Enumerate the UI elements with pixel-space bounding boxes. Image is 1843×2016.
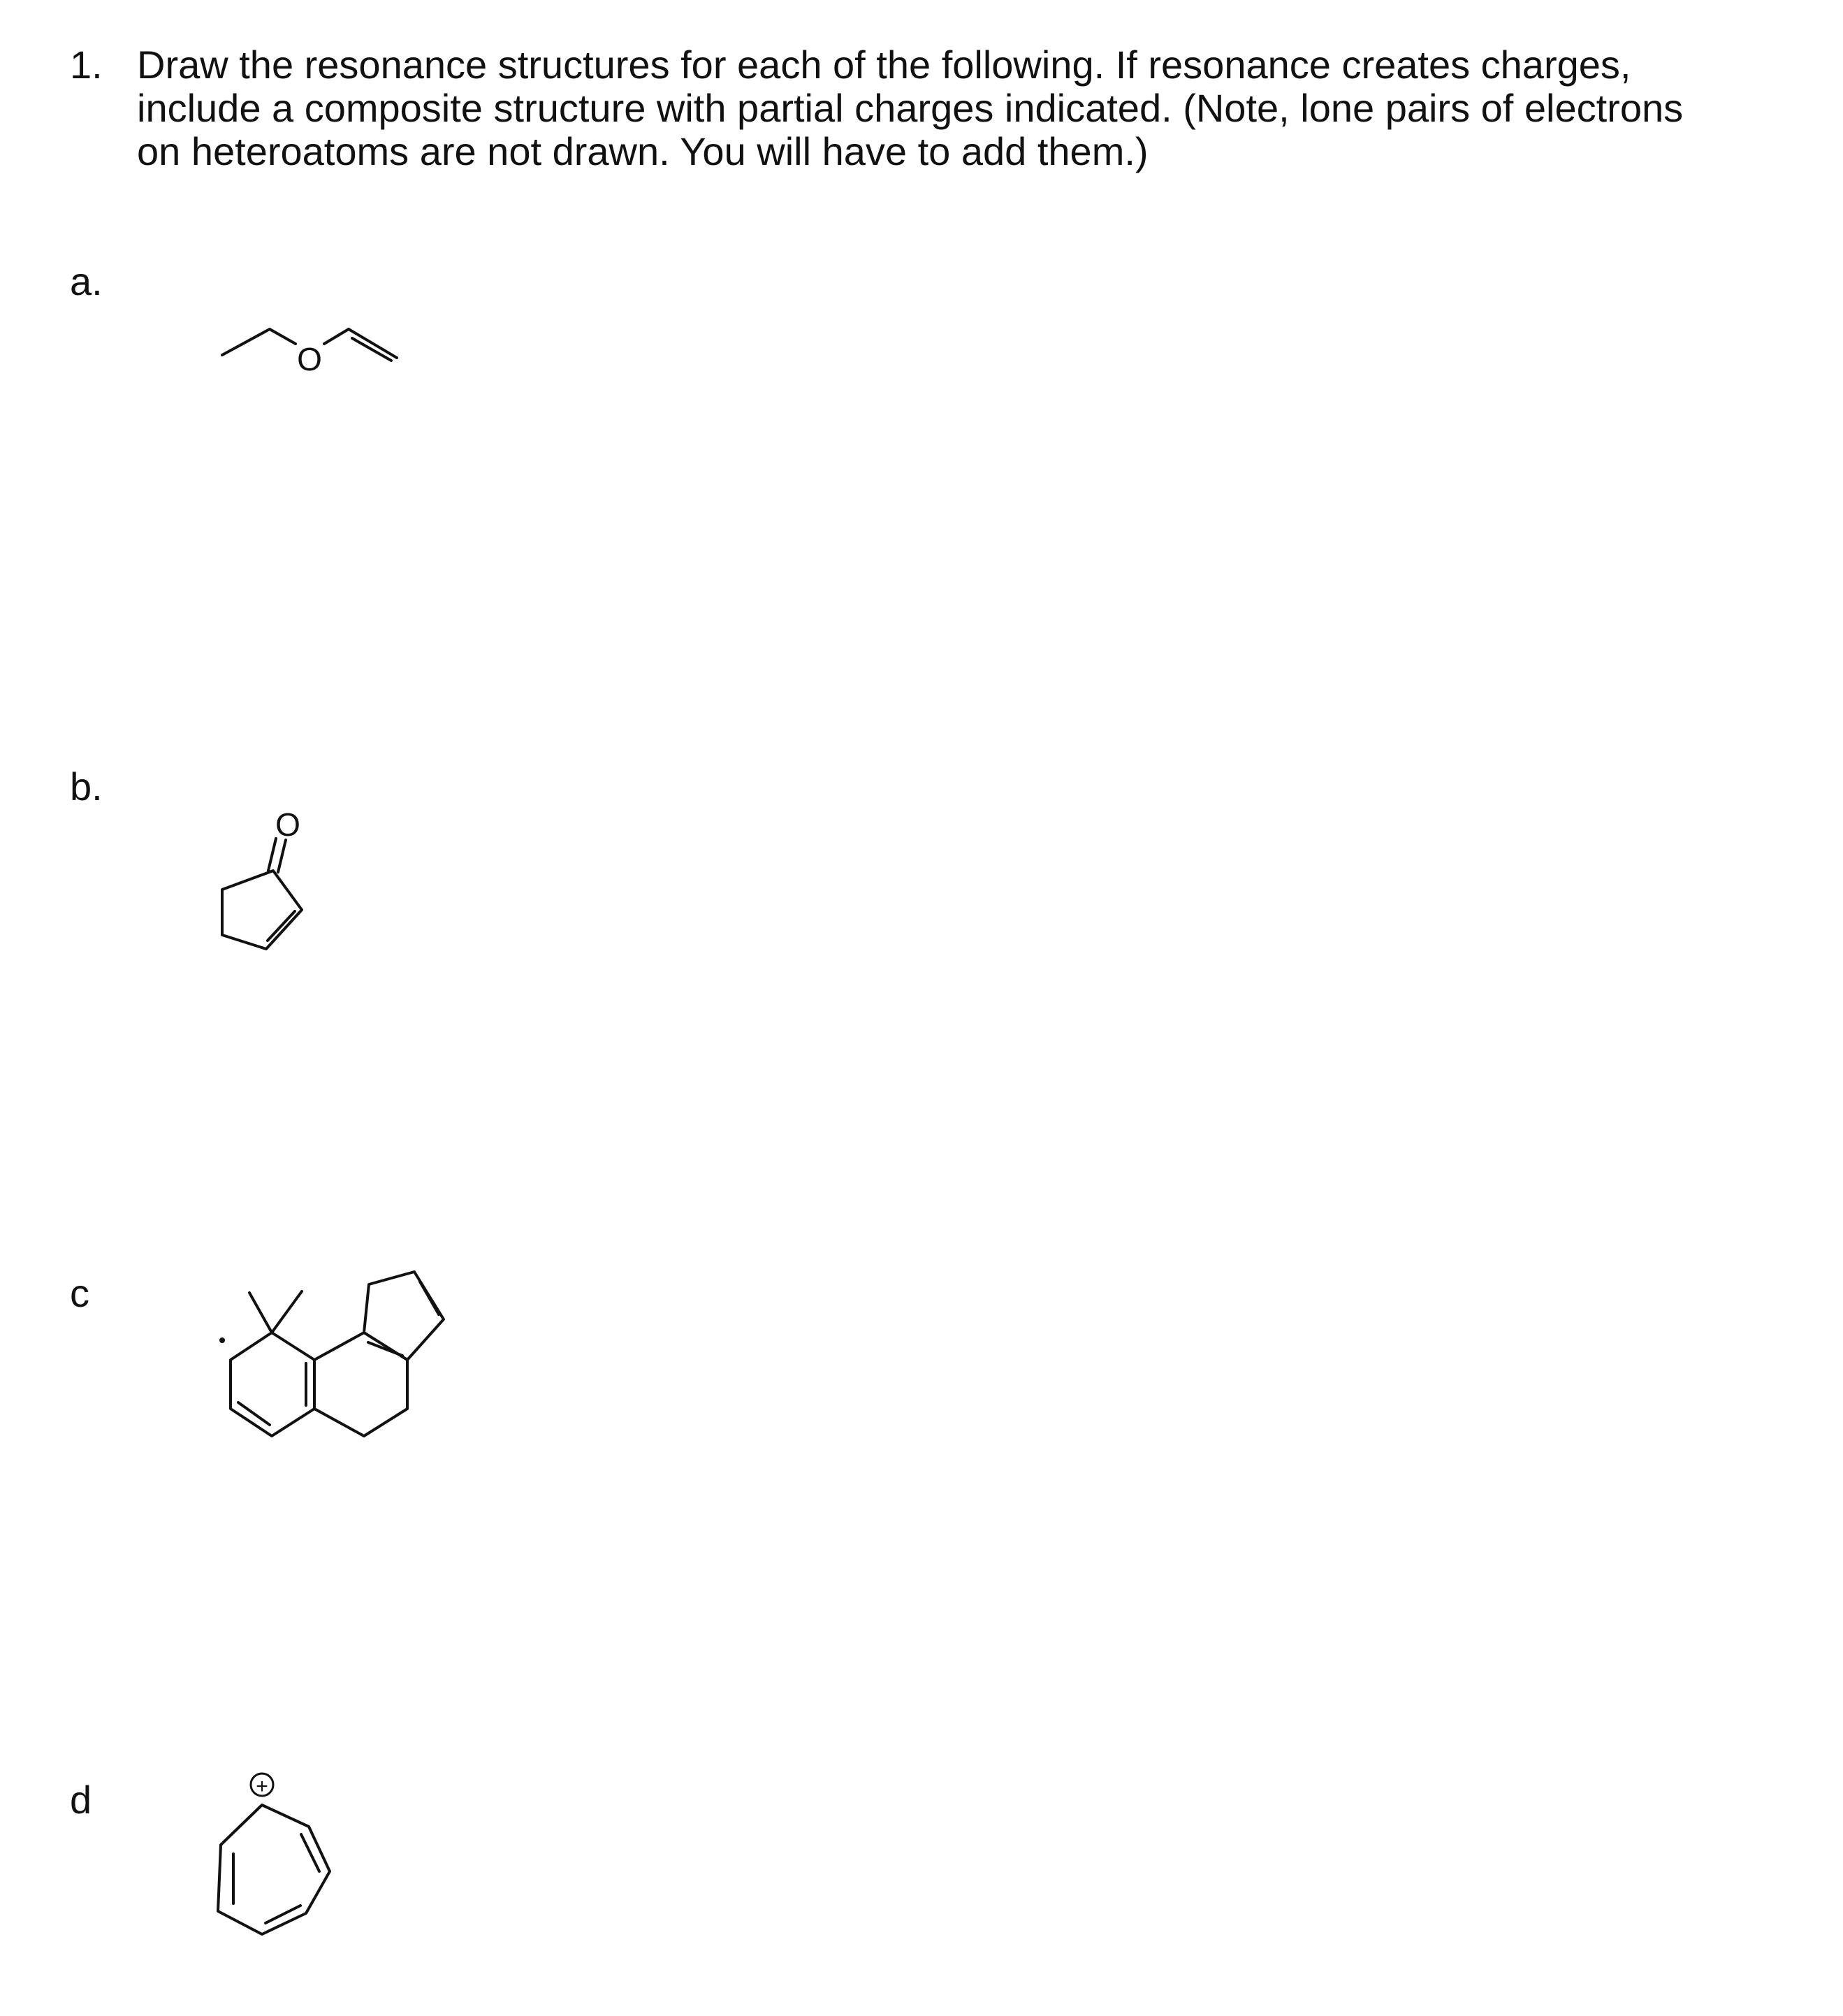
ring-c-left-double — [238, 1402, 270, 1425]
ring-b-double-bond — [268, 911, 295, 941]
atom-b-oxygen: O — [275, 806, 300, 843]
question-number: 1. — [70, 43, 103, 87]
double-bond-a-outer — [349, 329, 397, 358]
part-c-label: c — [70, 1271, 89, 1315]
ring-d-double-3 — [265, 1906, 300, 1923]
bond-a-2 — [270, 329, 296, 344]
charge-symbol: + — [256, 1775, 268, 1798]
ring-c-right-double — [368, 1342, 402, 1356]
methyl-c-1 — [249, 1293, 272, 1333]
ring-c-right — [364, 1272, 444, 1360]
ring-c-middle — [314, 1333, 407, 1436]
part-d-label: d — [70, 1778, 92, 1822]
ring-d — [218, 1805, 330, 1934]
double-bond-a-inner — [352, 338, 391, 361]
question-text — [137, 43, 1814, 173]
methyl-c-2 — [272, 1291, 302, 1333]
atom-a-oxygen: O — [297, 341, 322, 377]
carbonyl-bond-b-1 — [268, 839, 276, 871]
ring-d-double-2 — [301, 1834, 319, 1871]
bond-a-3 — [324, 329, 349, 344]
part-a-label: a. — [70, 259, 103, 303]
carbonyl-bond-b-2 — [278, 840, 286, 872]
ring-b — [222, 871, 302, 949]
part-b-label: b. — [70, 764, 103, 808]
bond-a-1 — [222, 329, 270, 355]
ring-c-left — [231, 1333, 314, 1436]
question-line-3: on heteroatoms are not drawn. You will have to add them.) — [137, 129, 1149, 173]
radical-dot — [219, 1337, 225, 1343]
question-line-1: Draw the resonance structures for each of the following. If resonance creates charges, — [137, 43, 1631, 87]
question-line-2: include a composite structure with partial charges indicated. (Note, lone pairs of electrons — [137, 86, 1684, 130]
charge-circle — [251, 1774, 273, 1796]
ring-c-right-double-2 — [420, 1282, 439, 1314]
